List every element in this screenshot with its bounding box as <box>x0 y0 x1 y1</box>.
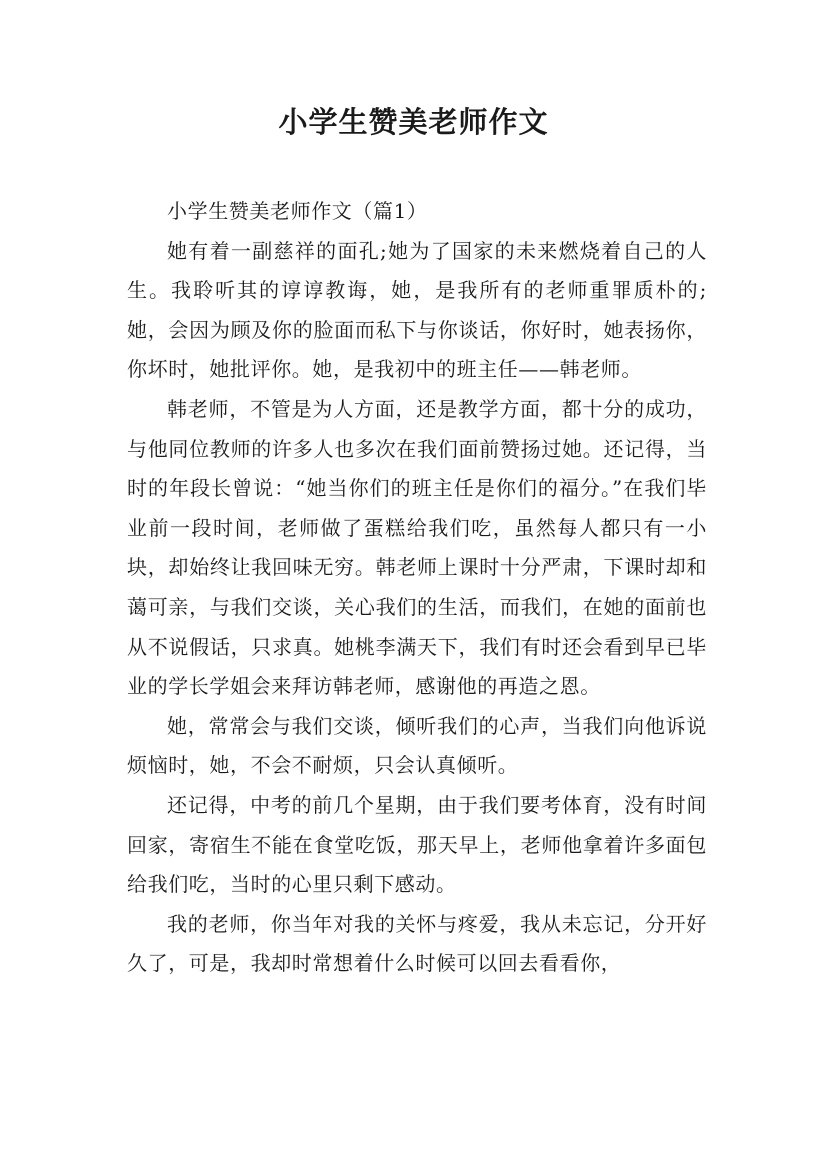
document-title: 小学生赞美老师作文 <box>278 105 549 139</box>
document-body <box>127 192 707 984</box>
paragraph: 还记得，中考的前几个星期，由于我们要考体育，没有时间回家，寄宿生不能在食堂吃饭，那天早上，老师他拿着许多面包给我们吃，当时的心里只剩下感动。 <box>127 792 707 897</box>
paragraph: 她，常常会与我们交谈，倾听我们的心声，当我们向他诉说烦恼时，她，不会不耐烦，只会认真倾听。 <box>127 713 707 778</box>
paragraph: 韩老师，不管是为人方面，还是教学方面，都十分的成功，与他同位教师的许多人也多次在我们面前赞扬过她。还记得，当时的年段长曾说：“她当你们的班主任是你们的福分。”在我们毕业前一段时间，老师做了蛋糕给我们吃，虽然每人都只有一小块，却始终让我回味无穷。韩老师上课时十分严肃，下课时却和蔼可亲，与我们交谈，关心我们的生活，而我们，在她的面前也从不说假话，只求真。她桃李满天下，我们有时还会看到早已毕业的学长学姐会来拜访韩老师，感谢他的再造之恩。 <box>127 396 707 699</box>
paragraph: 她有着一副慈祥的面孔;她为了国家的未来燃烧着自己的人生。我聆听其的谆谆教诲，她，是我所有的老师重罪质朴的;她，会因为顾及你的脸面而私下与你谈话，你好时，她表扬你，你坏时，她批评你。她，是我初中的班主任——韩老师。 <box>127 238 707 382</box>
paragraph: 我的老师，你当年对我的关怀与疼爱，我从未忘记，分开好久了，可是，我却时常想着什么时候可以回去看看你， <box>127 911 707 976</box>
section-heading: 小学生赞美老师作文（篇1） <box>167 199 428 223</box>
